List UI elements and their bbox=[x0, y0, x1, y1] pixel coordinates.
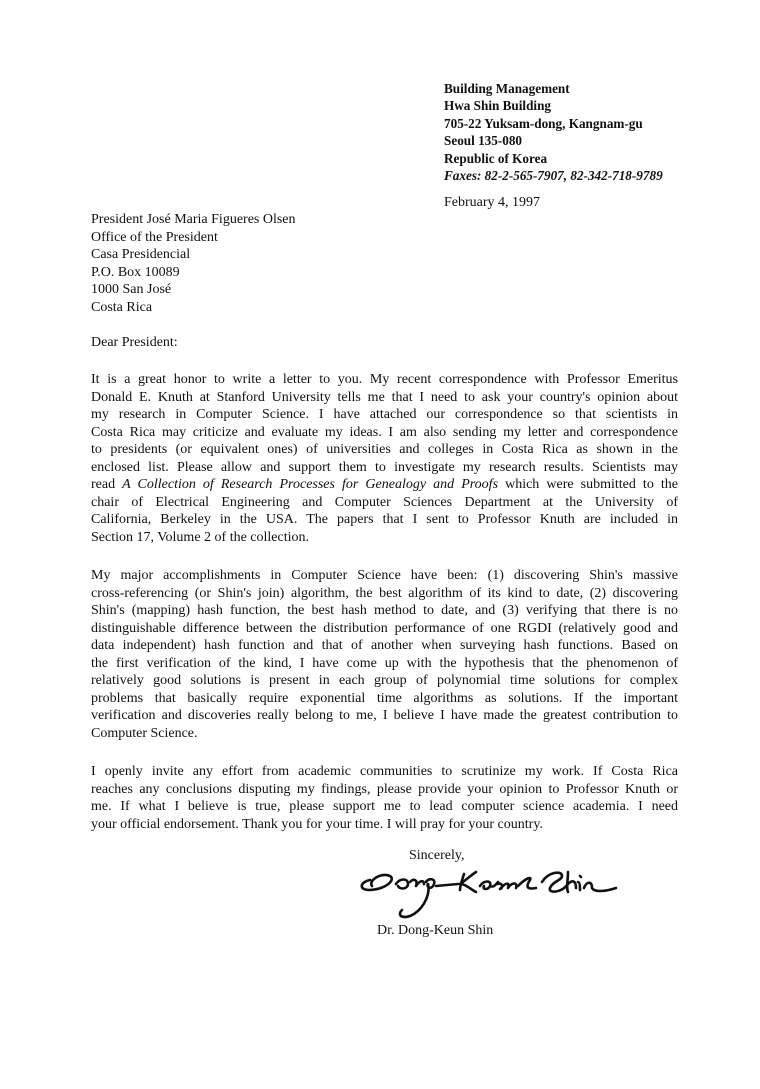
paragraph-line: I openly invite any effort from academic communities to scrutinize my work. If Costa Rica bbox=[91, 764, 678, 779]
recipient-line: Casa Presidencial bbox=[91, 247, 191, 263]
paragraph-line: chair of Electrical Engineering and Computer Sciences Department at the University of bbox=[91, 494, 678, 510]
recipient-line: 1000 San José bbox=[91, 282, 172, 298]
paragraph-line: Donald E. Knuth at Stanford University tells me that I need to ask your country's opinion about bbox=[91, 389, 678, 405]
paragraph-line: your official endorsement. Thank you for your time. I will pray for your country. bbox=[91, 816, 543, 832]
signer-name: Dr. Dong-Keun Shin bbox=[377, 923, 494, 938]
sender-line: Building Management bbox=[444, 81, 570, 96]
paragraph-line: the first verification of the kind, I have come up with the hypothesis that the phenomenon of bbox=[91, 655, 678, 671]
paragraph-line: enclosed list. Please allow and support them to investigate my research results. Scientists may bbox=[91, 459, 678, 475]
paragraph-line: California, Berkeley in the USA. The papers that I sent to Professor Knuth are included in bbox=[91, 512, 678, 528]
body-paragraph-3 bbox=[91, 763, 678, 833]
paragraph-line: problems that basically require exponential time algorithms as solutions. If the important bbox=[91, 690, 678, 706]
sender-line: Seoul 135-080 bbox=[444, 133, 523, 149]
sender-line: Republic of Korea bbox=[444, 150, 548, 166]
paragraph-line: me. If what I believe is true, please support me to lead computer science academia. I need bbox=[91, 799, 678, 815]
paragraph-line-prefix: read bbox=[91, 477, 123, 493]
paragraph-line: distinguishable difference between the distribution performance of one RGDI (relatively good and bbox=[91, 620, 678, 636]
closing: Sincerely, bbox=[409, 848, 465, 863]
paragraph-line: to presidents (or equivalent ones) of universities and colleges in Costa Rica as shown in the bbox=[91, 442, 678, 458]
paragraph-line bbox=[91, 476, 678, 494]
sender-address-block bbox=[444, 80, 663, 184]
paragraph-line-suffix: which were submitted to the bbox=[498, 477, 678, 493]
recipient-line: President José Maria Figueres Olsen bbox=[91, 212, 296, 227]
recipient-line: Office of the President bbox=[91, 229, 218, 245]
paragraph-line: Shin's (mapping) hash function, the best hash method to date, and (3) verifying that there is no bbox=[91, 603, 678, 619]
handwritten-signature bbox=[356, 858, 620, 926]
paragraph-line: Computer Science. bbox=[91, 725, 198, 741]
recipient-line: P.O. Box 10089 bbox=[91, 264, 180, 280]
paragraph-line: Section 17, Volume 2 of the collection. bbox=[91, 529, 310, 545]
paragraph-line: cross-referencing (or Shin's join) algorithm, the best algorithm of its kind to date, (2) discovering bbox=[91, 585, 678, 601]
paragraph-line: relatively good solutions is present in each group of polynomial time solutions for complex bbox=[91, 673, 678, 689]
recipient-address-block bbox=[91, 211, 296, 317]
letter-date: February 4, 1997 bbox=[444, 195, 541, 210]
paragraph-line: reaches any conclusions disputing my findings, please provide your opinion to Professor Knuth or bbox=[91, 781, 678, 797]
paragraph-line: my research in Computer Science. I have attached our correspondence so that scientists in bbox=[91, 407, 678, 423]
paragraph-line: My major accomplishments in Computer Science have been: (1) discovering Shin's massive bbox=[91, 568, 678, 583]
paragraph-line: data independent) hash function and that of another when surveying hash functions. Based on bbox=[91, 638, 678, 654]
sender-fax-numbers: Faxes: 82-2-565-7907, 82-342-718-9789 bbox=[444, 168, 663, 184]
sender-line: 705-22 Yuksam-dong, Kangnam-gu bbox=[444, 115, 643, 131]
collection-title: A Collection of Research Processes for Genealogy and Proofs bbox=[122, 477, 499, 493]
recipient-line: Costa Rica bbox=[91, 299, 153, 315]
paragraph-line: verification and discoveries really belong to me, I believe I have made the greatest contribution to bbox=[91, 708, 678, 724]
paragraph-line: Costa Rica may criticize and evaluate my ideas. I am also sending my letter and correspondence bbox=[91, 424, 678, 440]
paragraph-line: It is a great honor to write a letter to you. My recent correspondence with Professor Emeritus bbox=[91, 372, 678, 387]
body-paragraph-1 bbox=[91, 371, 678, 546]
body-paragraph-2 bbox=[91, 567, 678, 742]
sender-line: Hwa Shin Building bbox=[444, 98, 552, 114]
salutation: Dear President: bbox=[91, 335, 178, 350]
